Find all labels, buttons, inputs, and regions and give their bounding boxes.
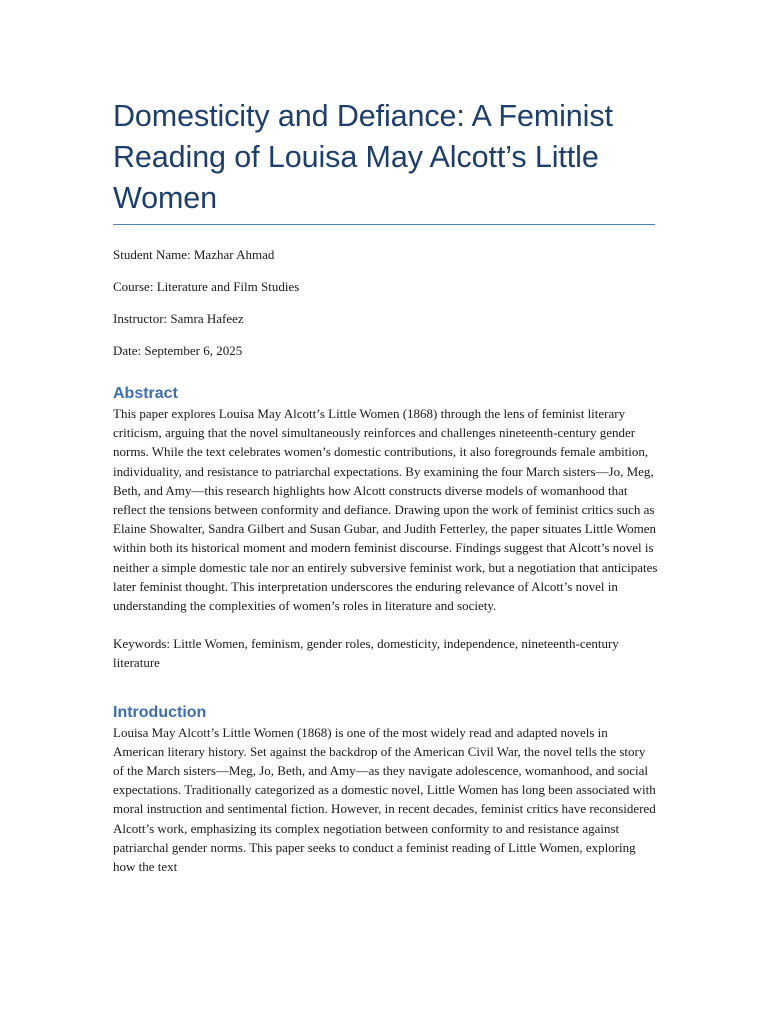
course-name: Course: Literature and Film Studies [113, 279, 300, 294]
student-info [113, 245, 655, 360]
instructor-name: Instructor: Samra Hafeez [113, 311, 244, 326]
abstract-heading: Abstract [113, 385, 178, 402]
submission-date: Date: September 6, 2025 [113, 343, 243, 358]
introduction-heading: Introduction [113, 703, 207, 721]
abstract-paragraph: This paper explores Louisa May Alcott’s Little Women (1868) through the lens of feminist literary criticism, arguing that the novel simultaneously reinforces and challenges nineteenth-century gender norms. While the text celebrates women’s domestic contributions, it also foregrounds female ambition, individuality, and resistance to patriarchal expectations. By examining the four March sisters—Jo, Meg, Beth, and Amy—this research highlights how Alcott constructs diverse models of womanhood that reflect the tensions between conformity and defiance. Drawing upon the work of feminist critics such as Elaine Showalter, Sandra Gilbert and Susan Gubar, and Judith Fetterley, the paper situates Little Women within both its historical moment and modern feminist discourse. Findings suggest that Alcott’s novel is neither a simple domestic tale nor an entirely subversive feminist work, but a negotiation that anticipates later feminist thought. This interpretation underscores the enduring relevance of Alcott’s novel in understanding the complexities of women’s roles in literature and society. [113, 406, 658, 614]
title-divider [113, 224, 655, 225]
introduction-paragraph: Louisa May Alcott’s Little Women (1868) is one of the most widely read and adapted novels in American literary history. Set against the backdrop of the American Civil War, the novel tells the story of the March sisters—Meg, Jo, Beth, and Amy—as they navigate adolescence, womanhood, and social expectations. Traditionally categorized as a domestic novel, Little Women has long been associated with moral instruction and sentimental fiction. However, in recent decades, feminist critics have reconsidered Alcott’s work, emphasizing its complex negotiation between conformity to and resistance against patriarchal gender norms. This paper seeks to conduct a feminist reading of Little Women, exploring how the text [113, 724, 656, 875]
document-title: Domesticity and Defiance: A Feminist Reading of Louisa May Alcott’s Little Women [113, 99, 613, 215]
student-name: Student Name: Mazhar Ahmad [113, 247, 275, 262]
keywords-line: Keywords: Little Women, feminism, gender roles, domesticity, independence, nineteenth-century literature [113, 636, 619, 671]
